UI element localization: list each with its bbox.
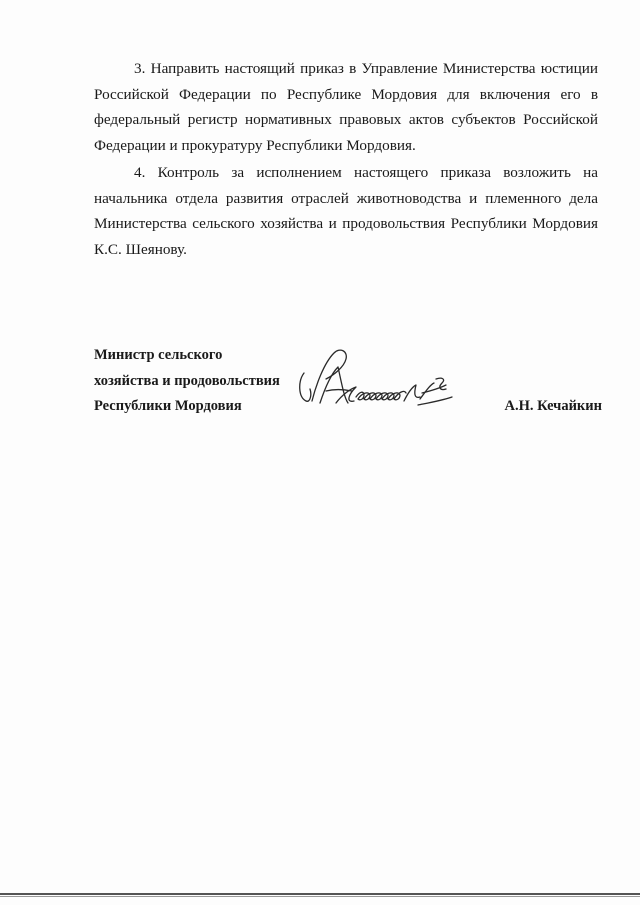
signer-name: А.Н. Кечайкин: [504, 398, 602, 414]
paragraph-item-4: 4. Контроль за исполнением настоящего приказа возложить на начальника отдела развития отраслей животноводства и племенного дела Министерства сельского хозяйства и продовольствия Республики Мордовия К.С. Шеянову.: [94, 164, 598, 258]
scan-bottom-edge: [0, 893, 640, 895]
signatory-title-line-2: хозяйства и продовольствия: [94, 372, 280, 389]
signatory-title: [94, 343, 294, 420]
signatory-title-line-1: Министр сельского: [94, 347, 223, 363]
scan-bottom-edge-shadow: [0, 896, 640, 897]
signatory-title-line-3: Республики Мордовия: [94, 398, 242, 414]
paragraph-item-3: 3. Направить настоящий приказ в Управление Министерства юстиции Российской Федерации по Республике Мордовия для включения его в федеральный регистр нормативных правовых актов субъектов Российской Федерации и прокуратуру Республики Мордовия.: [94, 60, 598, 154]
handwritten-signature: [290, 345, 460, 417]
